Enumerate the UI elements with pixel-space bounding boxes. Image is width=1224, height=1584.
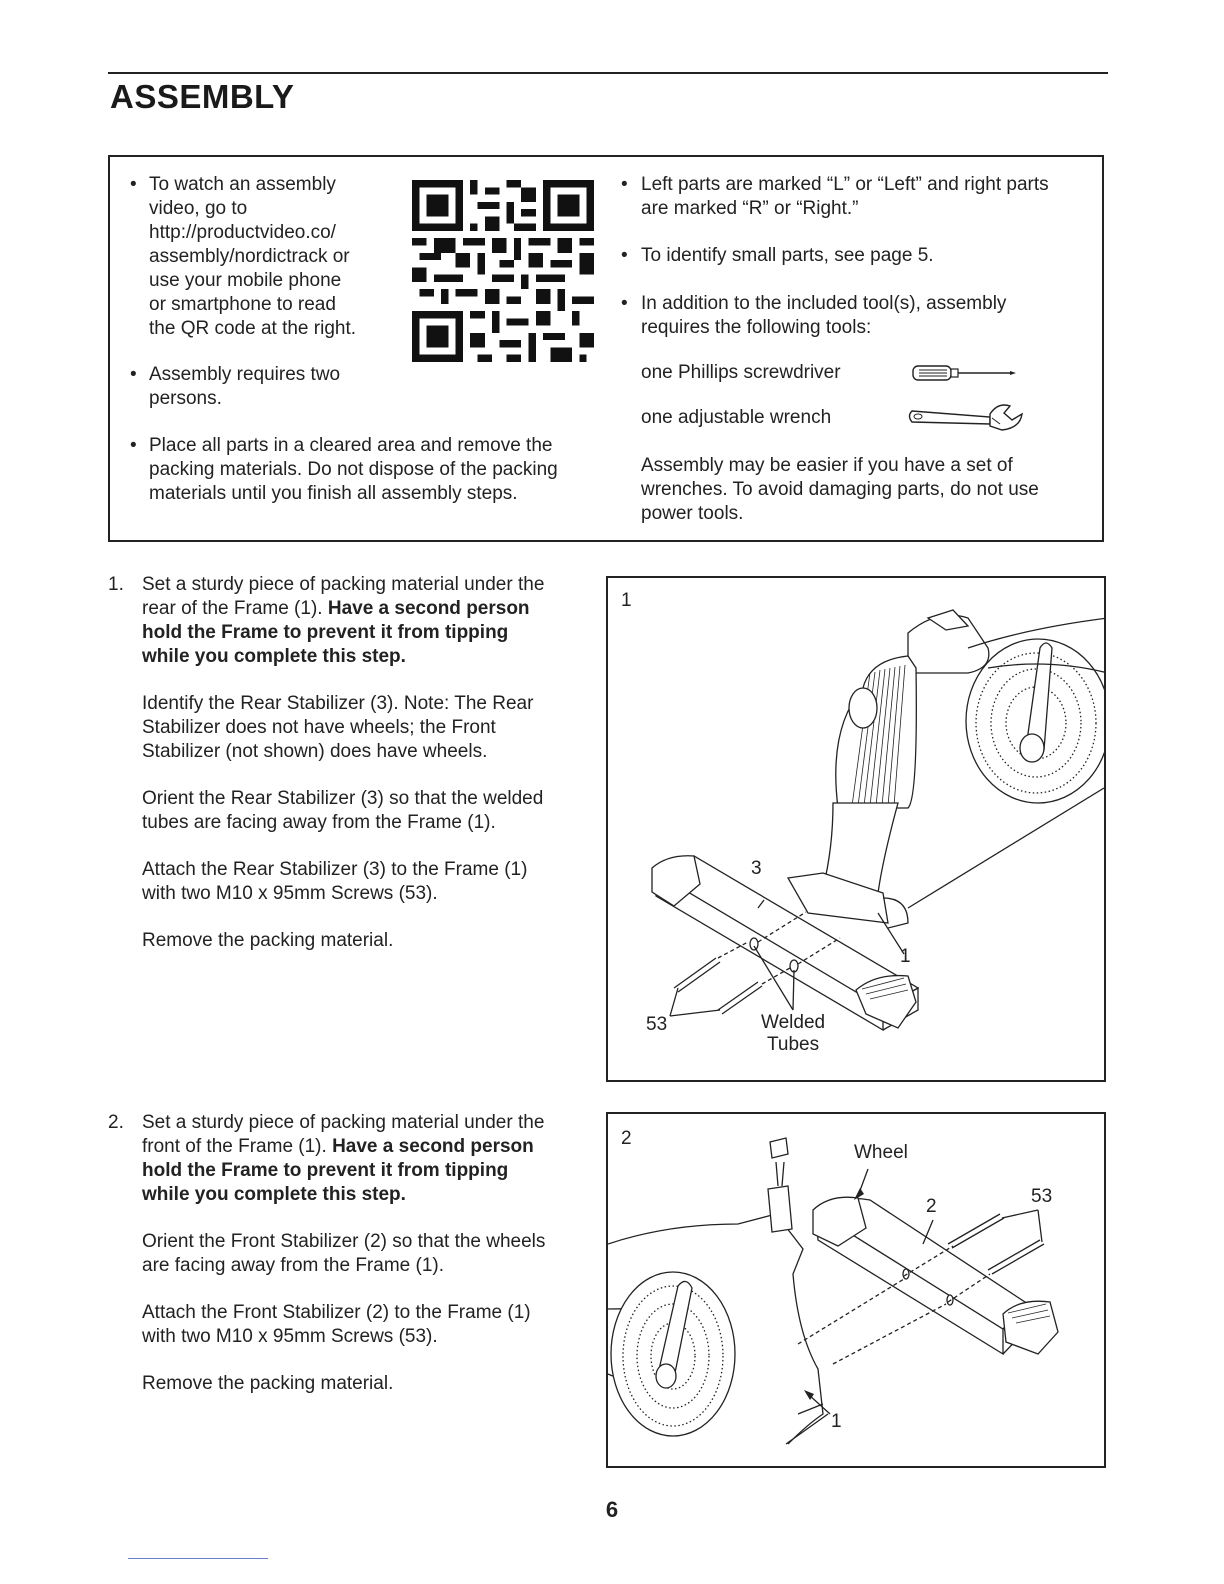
bullet-tools: •: [621, 293, 628, 314]
screwdriver-icon: [910, 362, 1020, 384]
video-line: video, go to: [149, 198, 248, 219]
tools-note: [641, 292, 1006, 340]
step-2-line: with two M10 x 95mm Screws (53).: [142, 1326, 438, 1347]
persons-line: persons.: [149, 388, 222, 409]
step-2-line: front of the Frame (1).: [142, 1136, 327, 1157]
place-line: Place all parts in a cleared area and remove the: [149, 435, 553, 456]
persons-note: [149, 363, 340, 411]
left-right-line: are marked “R” or “Right.”: [641, 198, 859, 219]
bullet-persons: •: [130, 364, 137, 385]
step-2-text: [142, 1111, 572, 1419]
figure-2-drawing: [608, 1114, 1104, 1466]
step-1-line: Identify the Rear Stabilizer (3). Note: The Rear: [142, 693, 534, 714]
tool-screwdriver-label: one Phillips screwdriver: [641, 362, 841, 383]
figure-1-label-3: 3: [751, 858, 762, 879]
step-2-line: Attach the Front Stabilizer (2) to the Frame (1): [142, 1302, 531, 1323]
bullet-small-parts: •: [621, 245, 628, 266]
video-line: or smartphone to read: [149, 294, 336, 315]
step-1-para-3: [142, 787, 572, 835]
figure-1-label-tubes: Tubes: [767, 1034, 820, 1055]
bullet-video: •: [130, 174, 137, 195]
note-line: Assembly may be easier if you have a set of: [641, 455, 1013, 476]
step-2-warning: while you complete this step.: [142, 1184, 406, 1205]
wrench-note: [641, 454, 1039, 526]
step-1-line: with two M10 x 95mm Screws (53).: [142, 883, 438, 904]
bullet-place: •: [130, 435, 137, 456]
figure-1-label-welded: Welded: [761, 1012, 826, 1033]
step-2-para-1: [142, 1111, 572, 1207]
step-2-para-3: [142, 1301, 572, 1349]
step-1-warning: Have a second person: [327, 598, 530, 619]
step-1-para-5: Remove the packing material.: [142, 930, 394, 951]
figure-2-number: 2: [621, 1128, 632, 1149]
step-1-line: Stabilizer (not shown) does have wheels.: [142, 741, 488, 762]
figure-2: [606, 1112, 1106, 1468]
place-line: packing materials. Do not dispose of the packing: [149, 459, 558, 480]
page-title: ASSEMBLY: [110, 78, 295, 115]
step-2-line: are facing away from the Frame (1).: [142, 1255, 444, 1276]
tools-line: In addition to the included tool(s), assembly: [641, 293, 1007, 314]
video-line: use your mobile phone: [149, 270, 342, 291]
step-2-line: Orient the Front Stabilizer (2) so that the wheels: [142, 1231, 546, 1252]
step-2-number: 2.: [108, 1112, 124, 1133]
note-line: power tools.: [641, 503, 744, 524]
small-parts-note: To identify small parts, see page 5.: [641, 245, 934, 266]
step-2-warning: hold the Frame to prevent it from tipping: [142, 1160, 509, 1181]
video-line: To watch an assembly: [149, 174, 336, 195]
video-url-cont[interactable]: assembly/nordictrack or: [149, 246, 350, 267]
video-url[interactable]: http://productvideo.co/: [149, 222, 336, 243]
figure-1: [606, 576, 1106, 1082]
note-line: wrenches. To avoid damaging parts, do not use: [641, 479, 1039, 500]
step-1-line: Attach the Rear Stabilizer (3) to the Frame (1): [142, 859, 528, 880]
figure-2-label-2: 2: [926, 1196, 937, 1217]
figure-1-label-53: 53: [646, 1014, 668, 1035]
left-right-line: Left parts are marked “L” or “Left” and right parts: [641, 174, 1049, 195]
figure-2-label-53: 53: [1031, 1186, 1053, 1207]
figure-1-label-1: 1: [900, 946, 911, 967]
step-2-line: Set a sturdy piece of packing material under the: [142, 1112, 545, 1133]
step-1-line: Stabilizer does not have wheels; the Front: [142, 717, 496, 738]
figure-1-drawing: [608, 578, 1104, 1080]
persons-line: Assembly requires two: [149, 364, 341, 385]
bullet-left-right: •: [621, 174, 628, 195]
tool-wrench-label: one adjustable wrench: [641, 407, 832, 428]
footer-link-underline: [128, 1558, 268, 1559]
step-1-para-2: [142, 692, 572, 764]
page-number: 6: [605, 1497, 619, 1522]
step-2-warning: Have a second person: [332, 1136, 534, 1157]
figure-1-number: 1: [621, 590, 632, 611]
step-1-para-1: [142, 573, 572, 669]
figure-2-label-1: 1: [831, 1411, 842, 1432]
step-1-line: Orient the Rear Stabilizer (3) so that the welded: [142, 788, 544, 809]
step-2-para-4: Remove the packing material.: [142, 1373, 394, 1394]
step-1-warning: while you complete this step.: [142, 646, 406, 667]
video-line: the QR code at the right.: [149, 318, 357, 339]
wrench-icon: [906, 400, 1028, 434]
step-1-warning: hold the Frame to prevent it from tipping: [142, 622, 509, 643]
tools-line: requires the following tools:: [641, 317, 872, 338]
figure-2-label-wheel: Wheel: [854, 1142, 908, 1163]
left-right-note: [641, 173, 1049, 221]
video-instructions: [149, 173, 356, 341]
place-parts-note: [149, 434, 558, 506]
step-1-line: Set a sturdy piece of packing material under the: [142, 574, 545, 595]
step-1-text: [142, 573, 572, 976]
step-1-para-4: [142, 858, 572, 906]
step-1-line: tubes are facing away from the Frame (1).: [142, 812, 496, 833]
step-2-para-2: [142, 1230, 572, 1278]
step-1-line: rear of the Frame (1).: [142, 598, 323, 619]
place-line: materials until you finish all assembly steps.: [149, 483, 518, 504]
header-rule: [108, 72, 1108, 74]
step-1-number: 1.: [108, 574, 124, 595]
qr-code[interactable]: [412, 180, 594, 362]
